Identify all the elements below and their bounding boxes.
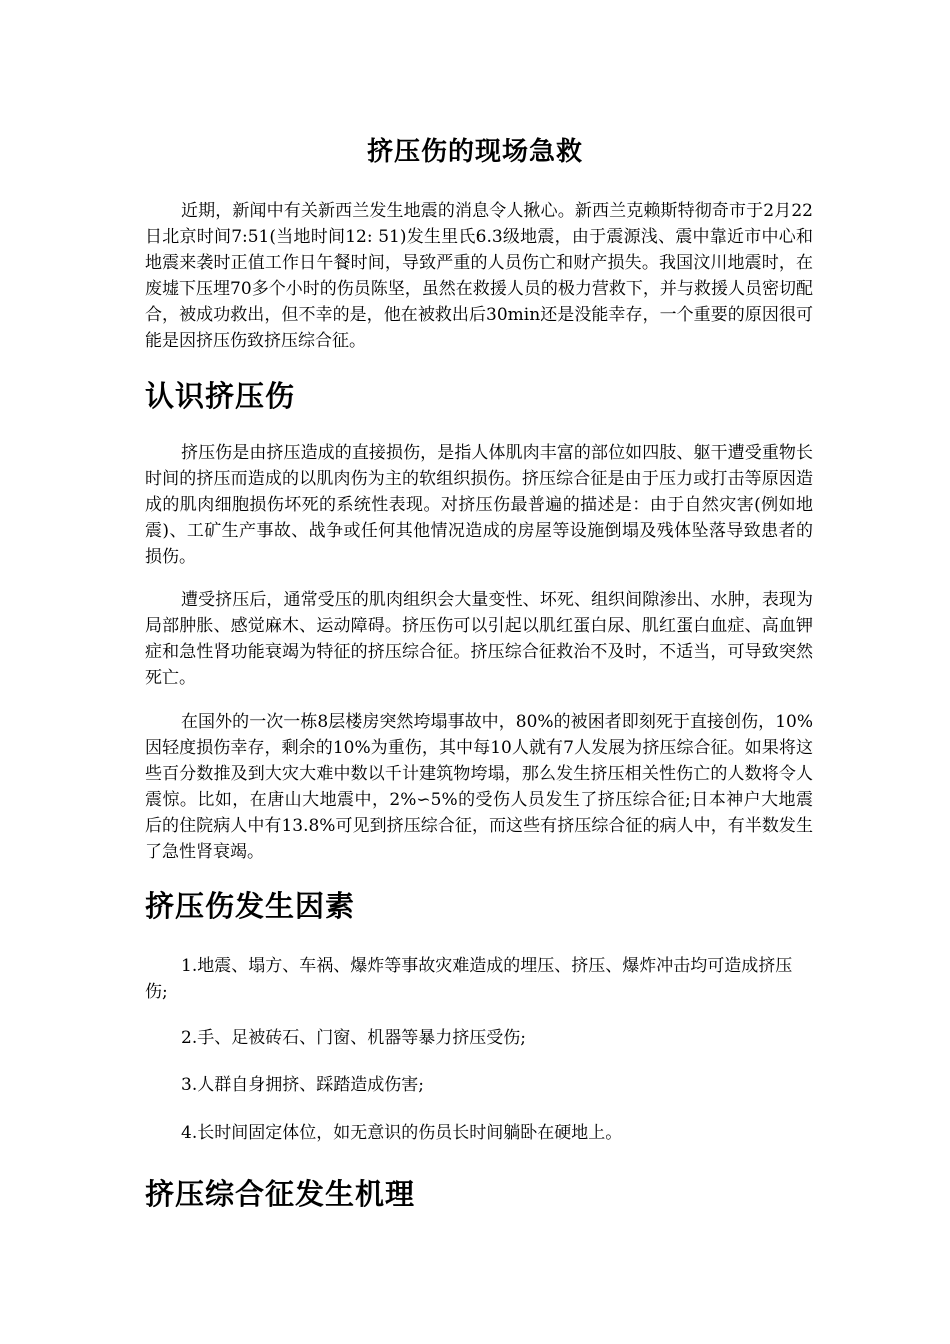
- paragraph: 在国外的一次一栋8层楼房突然垮塌事故中，80%的被困者即刻死于直接创伤，10%因轻度损伤幸存，剩余的10%为重伤，其中每10人就有7人发展为挤压综合征。如果将这些百分数推及到大灾大难中数以千计建筑物垮塌，那么发生挤压相关性伤亡的人数将令人震惊。比如，在唐山大地震中，2%∽5%的受伤人员发生了挤压综合征;日本神户大地震后的住院病人中有13.8%可见到挤压综合征，而这些有挤压综合征的病人中，有半数发生了急性肾衰竭。: [145, 712, 813, 862]
- intro-paragraph: 近期，新闻中有关新西兰发生地震的消息令人揪心。新西兰克赖斯特彻奇市于2月22日北京时间7:51(当地时间12: 51)发生里氏6.3级地震，由于震源浅、震中靠近市中心和地震来袭时正值工作日午餐时间，导致严重的人员伤亡和财产损失。我国汶川地震时，在废墟下压埋70多个小时的伤员陈坚，虽然在救援人员的极力营救下，并与救援人员密切配合，被成功救出，但不幸的是，他在被救出后30min还是没能幸存，一个重要的原因很可能是因挤压伤致挤压综合征。: [145, 201, 813, 351]
- list-item: 3.人群自身拥挤、踩踏造成伤害;: [181, 1075, 424, 1095]
- paragraph: 挤压伤是由挤压造成的直接损伤，是指人体肌肉丰富的部位如四肢、躯干遭受重物长时间的挤压而造成的以肌肉伤为主的软组织损伤。挤压综合征是由于压力或打击等原因造成的肌肉细胞损伤坏死的系统性表现。对挤压伤最普遍的描述是：由于自然灾害(例如地震)、工矿生产事故、战争或任何其他情况造成的房屋等设施倒塌及残体坠落导致患者的损伤。: [145, 443, 813, 567]
- list-item: 2.手、足被砖石、门窗、机器等暴力挤压受伤;: [181, 1028, 526, 1048]
- list-item: 1.地震、塌方、车祸、爆炸等事故灾难造成的埋压、挤压、爆炸冲击均可造成挤压伤;: [145, 956, 793, 1002]
- list-item: 4.长时间固定体位，如无意识的伤员长时间躺卧在硬地上。: [181, 1123, 623, 1143]
- document-title: 挤压伤的现场急救: [366, 137, 583, 167]
- section-heading-mechanism: 挤压综合征发生机理: [145, 1177, 416, 1211]
- section-heading-recognize: 认识挤压伤: [145, 379, 296, 413]
- paragraph: 遭受挤压后，通常受压的肌肉组织会大量变性、坏死、组织间隙渗出、水肿，表现为局部肿胀、感觉麻木、运动障碍。挤压伤可以引起以肌红蛋白尿、肌红蛋白血症、高血钾症和急性肾功能衰竭为特征的挤压综合征。挤压综合征救治不及时，不适当，可导致突然死亡。: [145, 590, 813, 688]
- section-heading-factors: 挤压伤发生因素: [145, 889, 356, 923]
